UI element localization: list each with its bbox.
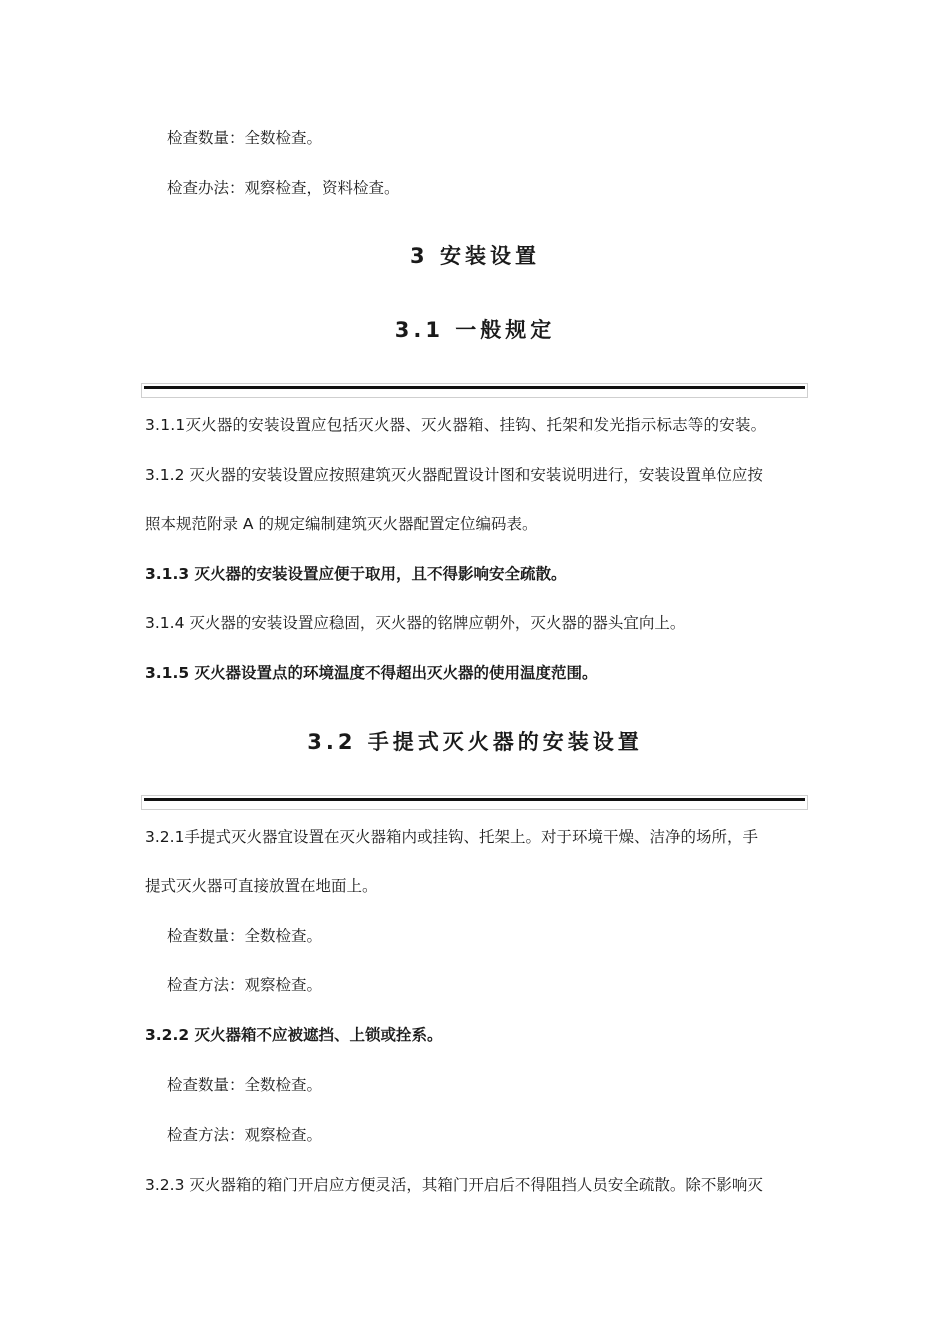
clause-3-1-4: 3.1.4 灭火器的安装设置应稳固，灭火器的铭牌应朝外，灭火器的器头宜向上。	[145, 614, 686, 632]
clause-3-2-3-line1: 3.2.3 灭火器箱的箱门开启应方便灵活，其箱门开启后不得阻挡人员安全疏散。除不影响灭	[145, 1176, 763, 1194]
inspection-quantity-text: 检查数量：全数检查。	[167, 1076, 323, 1094]
chapter-heading: 3 安装设置	[410, 244, 540, 268]
clause-3-1-3: 3.1.3 灭火器的安装设置应便于取用，且不得影响安全疏散。	[145, 565, 567, 583]
clause-3-1-2-line1: 3.1.2 灭火器的安装设置应按照建筑灭火器配置设计图和安装说明进行，安装设置单位应按	[145, 466, 763, 484]
clause-3-2-1-line2: 提式灭火器可直接放置在地面上。	[145, 877, 378, 895]
section-divider	[141, 383, 808, 398]
section-heading-3-2: 3.2 手提式灭火器的安装设置	[307, 730, 643, 754]
inspection-quantity-text: 检查数量：全数检查。	[167, 129, 323, 147]
inspection-quantity-text: 检查数量：全数检查。	[167, 927, 323, 945]
inspection-method-text: 检查方法：观察检查。	[167, 976, 323, 994]
clause-3-1-1: 3.1.1灭火器的安装设置应包括灭火器、灭火器箱、挂钩、托架和发光指示标志等的安装。	[145, 416, 767, 434]
clause-3-1-5: 3.1.5 灭火器设置点的环境温度不得超出灭火器的使用温度范围。	[145, 664, 598, 682]
section-divider	[141, 795, 808, 810]
clause-3-2-1-line1: 3.2.1手提式灭火器宜设置在灭火器箱内或挂钩、托架上。对于环境干燥、洁净的场所，手	[145, 828, 758, 846]
clause-3-1-2-line2: 照本规范附录 A 的规定编制建筑灭火器配置定位编码表。	[145, 515, 538, 533]
clause-3-2-2: 3.2.2 灭火器箱不应被遮挡、上锁或拴系。	[145, 1026, 443, 1044]
inspection-method-text: 检查方法：观察检查。	[167, 1126, 323, 1144]
section-heading-3-1: 3.1 一般规定	[394, 318, 556, 342]
inspection-method-text: 检查办法：观察检查，资料检查。	[167, 179, 400, 197]
